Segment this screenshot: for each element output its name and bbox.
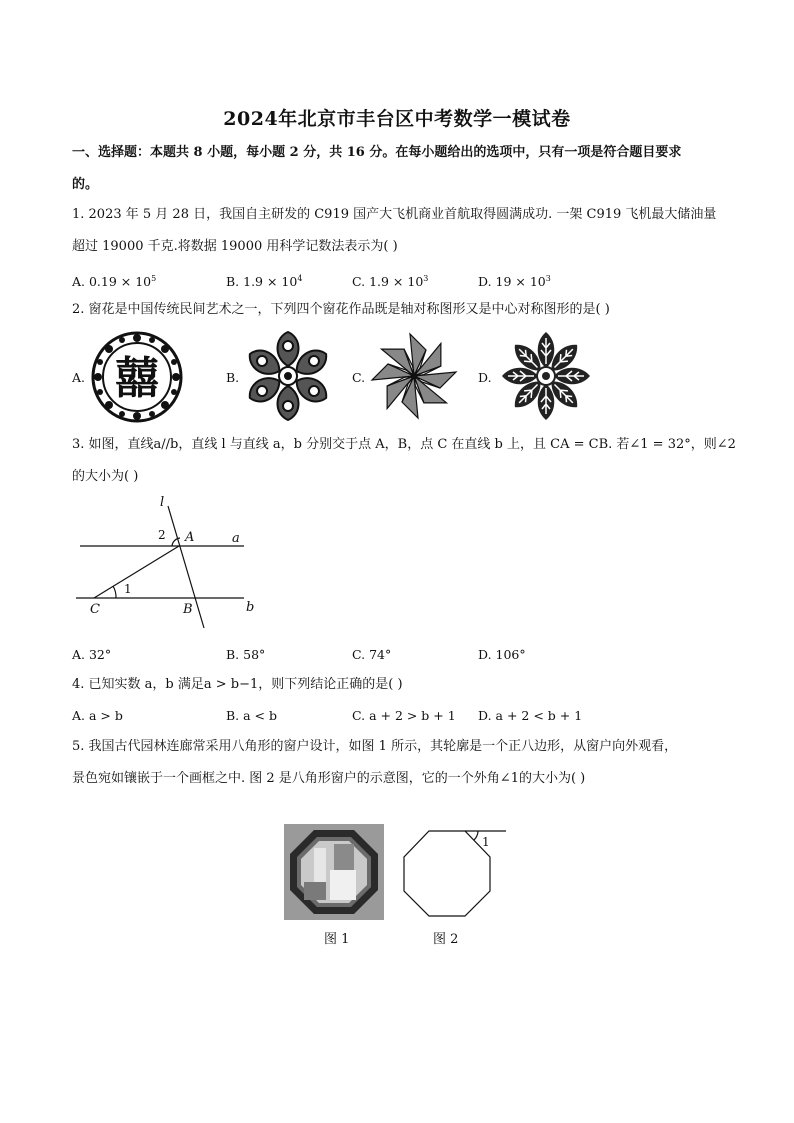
angle-1-label: 1: [124, 582, 132, 596]
q3-option-d: D. 106°: [478, 647, 526, 662]
q1-option-b: B. $1.9 \times 10^4$: [226, 274, 303, 289]
label-l: l: [160, 495, 165, 510]
q4-option-d: D. a + 2 < b + 1: [478, 708, 583, 723]
label-B: B: [183, 602, 193, 617]
q3-option-c: C. 74°: [352, 647, 392, 662]
q5-stem: 5. 我国古代园林连廊常采用八角形的窗户设计，如图 1 所示，其轮廓是一个正八边形，从窗户向外观看，: [72, 739, 678, 754]
q3-stem: 3. 如图，直线a//b，直线 l 与直线 a，b 分别交于点 A，B，点 C 在直线 b 上，且 CA = CB. 若∠1 = 32°，则∠2: [72, 437, 736, 452]
figure-1-caption: 图 1: [324, 932, 350, 947]
q3-option-a: A. 32°: [72, 647, 112, 662]
q1-option-d: D. $19 \times 10^3$: [478, 274, 551, 289]
q2-figure-d: [496, 326, 596, 426]
q5-octagon-diagram: [398, 824, 510, 920]
label-b: b: [246, 600, 255, 615]
q2-option-b-label: B.: [226, 370, 240, 385]
q1-option-a: A. $0.19 \times 10^5$: [72, 274, 157, 289]
q3-stem-cont: 的大小为( ): [72, 469, 139, 484]
exterior-angle-label: 1: [482, 835, 490, 849]
q3-option-b: B. 58°: [226, 647, 266, 662]
q2-figure-b: [242, 330, 334, 422]
label-A: A: [185, 530, 195, 545]
q2-figure-c: [368, 330, 460, 422]
q4-option-b: B. a < b: [226, 708, 278, 723]
q5-stem-cont: 景色宛如镶嵌于一个画框之中. 图 2 是八角形窗户的示意图，它的一个外角∠1的大小为( ): [72, 771, 586, 786]
double-happiness-glyph: 囍: [115, 353, 159, 404]
q1-option-c: C. $1.9 \times 10^3$: [352, 274, 429, 289]
q4-stem: 4. 已知实数 a，b 满足a > b−1，则下列结论正确的是( ): [72, 677, 403, 692]
q2-option-c-label: C.: [352, 370, 366, 385]
q3-figure: [72, 494, 268, 634]
section-heading: 一、选择题：本题共 8 小题，每小题 2 分，共 16 分。在每小题给出的选项中，只有一项是符合题目要求: [72, 145, 682, 160]
label-a: a: [232, 531, 240, 546]
q4-option-a: A. a > b: [72, 708, 123, 723]
section-heading-cont: 的。: [72, 177, 99, 192]
q2-figure-a: [88, 330, 186, 424]
q2-option-d-label: D.: [478, 370, 492, 385]
figure-2-caption: 图 2: [433, 932, 459, 947]
page-title: 2024年北京市丰台区中考数学一模试卷: [223, 108, 571, 130]
q2-stem: 2. 窗花是中国传统民间艺术之一，下列四个窗花作品既是轴对称图形又是中心对称图形的是( ): [72, 302, 610, 317]
angle-2-label: 2: [158, 528, 166, 542]
q1-stem: 1. 2023 年 5 月 28 日，我国自主研发的 C919 国产大飞机商业首航取得圆满成功. 一架 C919 飞机最大储油量: [72, 207, 717, 222]
q1-stem-cont: 超过 19000 千克.将数据 19000 用科学记数法表示为( ): [72, 239, 398, 254]
q5-window-photo: [284, 824, 384, 920]
label-C: C: [90, 602, 100, 617]
q2-option-a-label: A.: [72, 370, 86, 385]
q4-option-c: C. a + 2 > b + 1: [352, 708, 456, 723]
